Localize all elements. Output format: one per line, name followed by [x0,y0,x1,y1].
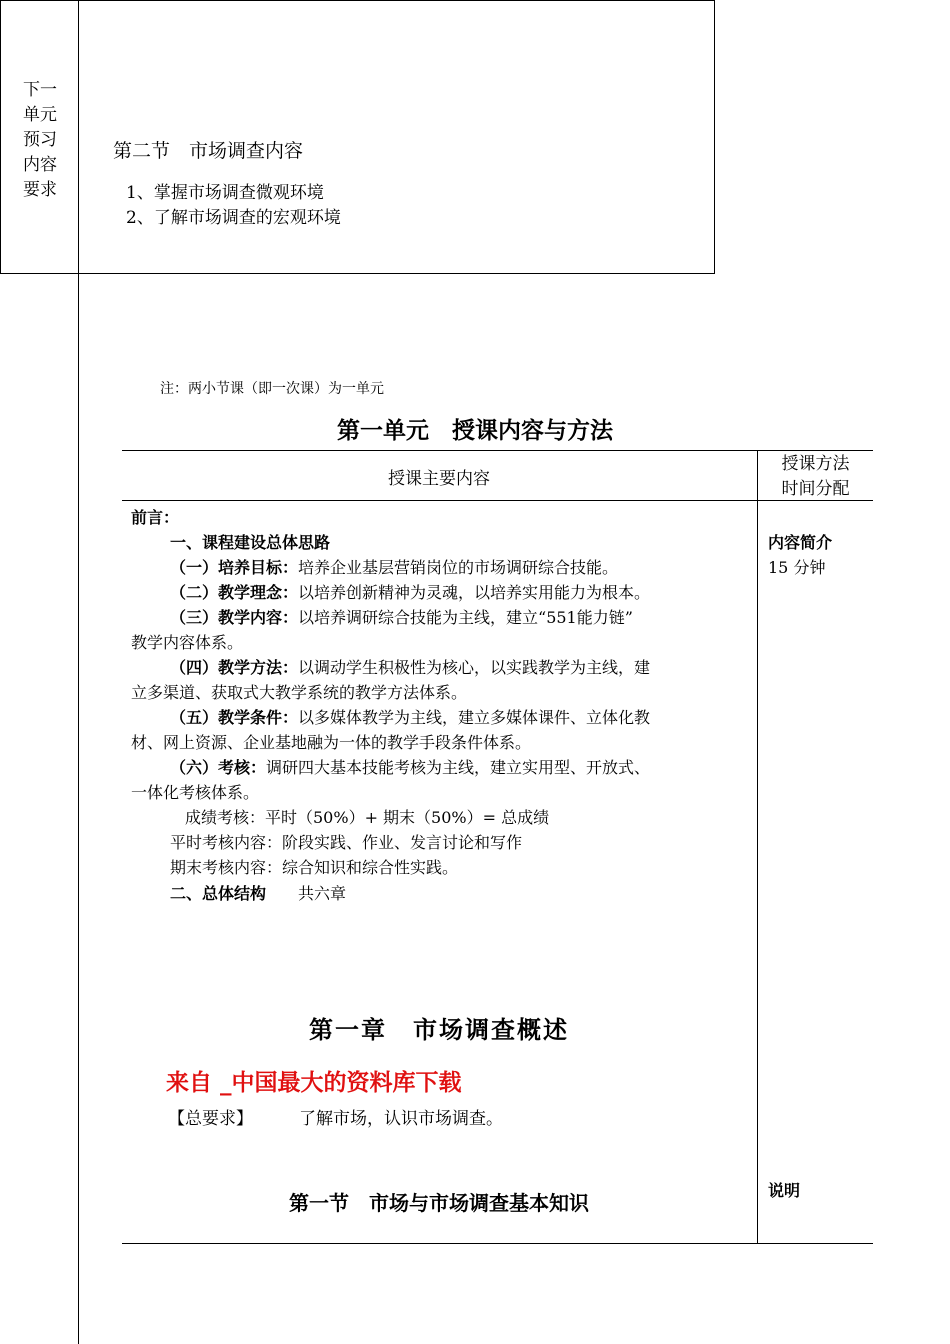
unit-title: 第一单元 授课内容与方法 [337,418,613,444]
header-main-content: 授课主要内容 [388,469,490,489]
para-concept-label: （二）教学理念： [170,583,299,602]
header-method: 授课方法 [781,454,850,474]
chapter-title: 第一章 市场调查概述 [309,1015,569,1044]
para-method-cont: 立多渠道、获取式大教学系统的教学方法体系。 [131,683,468,702]
para-method-text: 以调动学生积极性为核心，以实践教学为主线，建 [298,658,651,677]
source-banner: 来自 _中国最大的资料库下载 [166,1070,462,1096]
heading-course-idea: 一、课程建设总体思路 [170,533,331,552]
para-content-label: （三）教学内容： [170,608,299,627]
requirement-text: 了解市场，认识市场调查。 [299,1109,503,1129]
para-concept-text: 以培养创新精神为灵魂，以培养实用能力为根本。 [298,583,651,602]
content-intro-label: 内容简介 [768,533,833,552]
header-method-time [758,452,873,502]
para-condition-text: 以多媒体教学为主线，建立多媒体课件、立体化教 [298,708,651,727]
usual-assessment: 平时考核内容：阶段实践、作业、发言讨论和写作 [170,833,523,852]
requirement-label: 【总要求】 [168,1109,253,1129]
para-concept [170,580,650,603]
header-time: 时间分配 [781,479,850,499]
para-method-label: （四）教学方法： [170,658,299,677]
final-assessment: 期末考核内容：综合知识和综合性实践。 [170,858,459,877]
score-formula: 成绩考核：平时（50%）+ 期末（50%）= 总成绩 [185,808,550,827]
table-top-border [122,450,873,451]
para-condition-cont: 材、网上资源、企业基地融为一体的教学手段条件体系。 [131,733,532,752]
next-unit-item-2: 2、了解市场调查的宏观环境 [126,208,341,228]
para-assessment [170,755,650,778]
para-assessment-label: （六）考核： [170,758,267,777]
para-assessment-cont: 一体化考核体系。 [131,783,260,802]
heading-structure [170,881,346,904]
next-unit-item-1: 1、掌握市场调查微观环境 [126,183,324,203]
para-assessment-text: 调研四大基本技能考核为主线，建立实用型、开放式、 [266,758,651,777]
para-goal [170,555,618,578]
preface-heading: 前言： [131,508,180,527]
next-unit-label: 下一单元预习内容要求 [23,80,57,200]
para-content [170,605,633,628]
para-condition-label: （五）教学条件： [170,708,299,727]
table-column-divider [757,450,758,1244]
heading-structure-text: 共六章 [298,884,347,903]
overall-requirement [168,1104,503,1129]
next-unit-section: 第二节 市场调查内容 [113,140,304,162]
para-content-text: 以培养调研综合技能为主线，建立“551能力链” [298,608,633,627]
time-allocation: 15 分钟 [768,558,826,577]
section-title: 第一节 市场与市场调查基本知识 [289,1191,589,1215]
para-goal-label: （一）培养目标： [170,558,299,577]
unit-note: 注：两小节课（即一次课）为一单元 [160,381,384,397]
para-method [170,655,650,678]
next-unit-label-cell [0,0,79,1344]
para-content-cont: 教学内容体系。 [131,633,244,652]
note-label: 说明 [768,1181,801,1200]
para-condition [170,705,650,728]
heading-structure-label: 二、总体结构 [170,884,267,903]
next-unit-table [0,0,715,274]
table-bottom-border [122,1243,873,1244]
para-goal-text: 培养企业基层营销岗位的市场调研综合技能。 [298,558,619,577]
